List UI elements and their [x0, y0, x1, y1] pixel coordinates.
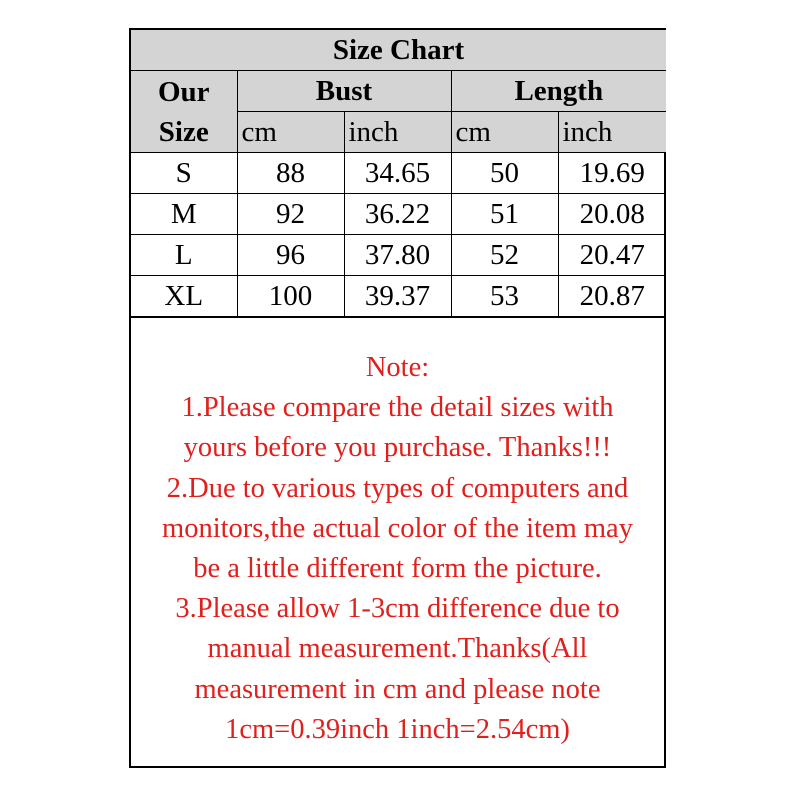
- note-line: measurement in cm and please note: [194, 673, 601, 705]
- bust-inch-cell: 37.80: [344, 235, 451, 276]
- bust-header: Bust: [237, 71, 451, 112]
- note-line: manual measurement.Thanks(All: [207, 633, 588, 665]
- bust-cm-cell: 96: [237, 235, 344, 276]
- size-header-line1: Our: [157, 75, 210, 108]
- size-column-header: [131, 71, 237, 153]
- unit-bust-inch: inch: [344, 112, 451, 153]
- length-inch-cell: 19.69: [558, 153, 666, 194]
- size-cell: M: [131, 194, 237, 235]
- length-inch-cell: 20.47: [558, 235, 666, 276]
- note-heading: Note:: [365, 352, 430, 383]
- size-cell: L: [131, 235, 237, 276]
- size-header-line2: Size: [158, 115, 209, 148]
- bust-cm-cell: 92: [237, 194, 344, 235]
- size-cell: XL: [131, 276, 237, 318]
- unit-length-cm: cm: [451, 112, 558, 153]
- length-cm-cell: 52: [451, 235, 558, 276]
- unit-length-inch: inch: [558, 112, 666, 153]
- bust-cm-cell: 88: [237, 153, 344, 194]
- note-line: 1.Please compare the detail sizes with: [181, 392, 614, 424]
- unit-bust-cm: cm: [237, 112, 344, 153]
- header-row: [131, 71, 666, 112]
- note-line: 2.Due to various types of computers and: [166, 472, 629, 504]
- title-row: [131, 30, 666, 71]
- length-cm-cell: 51: [451, 194, 558, 235]
- length-inch-cell: 20.87: [558, 276, 666, 318]
- bust-inch-cell: 34.65: [344, 153, 451, 194]
- size-cell: S: [131, 153, 237, 194]
- length-inch-cell: 20.08: [558, 194, 666, 235]
- note-block: [131, 348, 664, 750]
- length-cm-cell: 50: [451, 153, 558, 194]
- note-line: 3.Please allow 1-3cm difference due to: [175, 593, 620, 625]
- note-line: 1cm=0.39inch 1inch=2.54cm): [225, 713, 570, 745]
- note-line: monitors,the actual color of the item may: [162, 512, 633, 544]
- length-header: Length: [451, 71, 666, 112]
- table-row: [131, 153, 666, 194]
- table-row: [131, 235, 666, 276]
- bust-cm-cell: 100: [237, 276, 344, 318]
- size-table: [131, 30, 666, 318]
- length-cm-cell: 53: [451, 276, 558, 318]
- bust-inch-cell: 39.37: [344, 276, 451, 318]
- chart-title: Size Chart: [131, 30, 666, 71]
- size-chart: [129, 28, 666, 768]
- table-row: [131, 194, 666, 235]
- bust-inch-cell: 36.22: [344, 194, 451, 235]
- table-row: [131, 276, 666, 318]
- note-line: be a little different form the picture.: [193, 553, 602, 585]
- note-line: yours before you purchase. Thanks!!!: [183, 432, 612, 464]
